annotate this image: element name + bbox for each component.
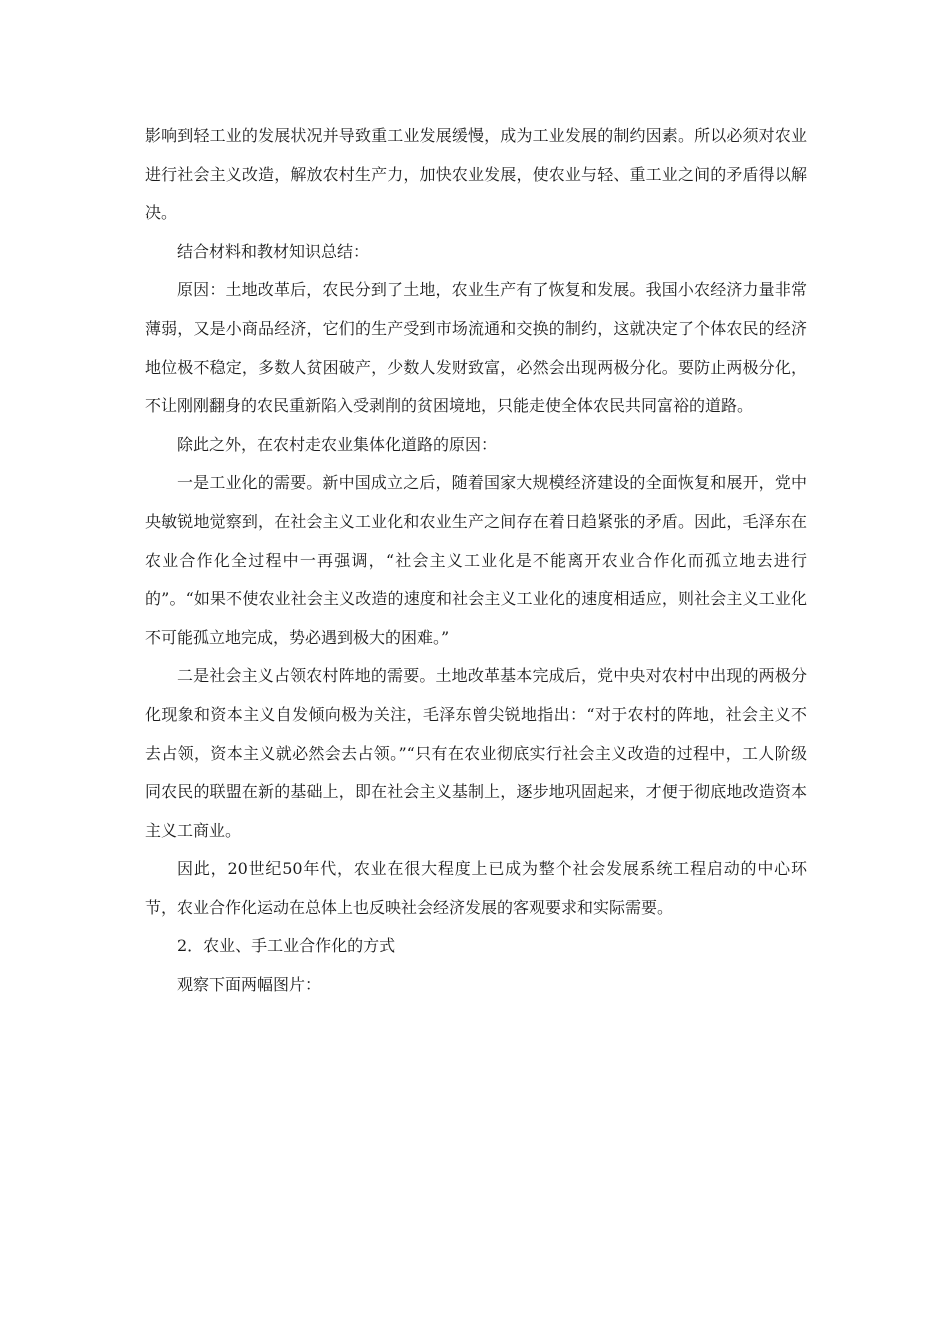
paragraph-industrialization-need: 一是工业化的需要。新中国成立之后，随着国家大规模经济建设的全面恢复和展开，党中央敏锐地觉察到，在社会主义工业化和农业生产之间存在着日趋紧张的矛盾。因此，毛泽东在农业合作化全过程中一再强调，“社会主义工业化是不能离开农业合作化而孤立地去进行的”。“如果不使农业社会主义改造的速度和社会主义工业化的速度相适应，则社会主义工业化不可能孤立地完成，势必遇到极大的困难。” [145, 473, 807, 647]
paragraph-industry-constraint: 影响到轻工业的发展状况并导致重工业发展缓慢，成为工业发展的制约因素。所以必须对农业进行社会主义改造，解放农村生产力，加快农业发展，使农业与轻、重工业之间的矛盾得以解决。 [145, 126, 807, 223]
paragraph-summary-heading: 结合材料和教材知识总结： [177, 241, 370, 261]
paragraph-reasons: 原因：土地改革后，农民分到了土地，农业生产有了恢复和发展。我国小农经济力量非常薄弱，又是小商品经济，它们的生产受到市场流通和交换的制约，这就决定了个体农民的经济地位极不稳定，多数人贫困破产，少数人发财致富，必然会出现两极分化。要防止两极分化，不让刚刚翻身的农民重新陷入受剥削的贫困境地，只能走使全体农民共同富裕的道路。 [145, 280, 807, 416]
section-heading-cooperation-methods: 2．农业、手工业合作化的方式 [177, 936, 396, 956]
paragraph-conclusion: 因此，20世纪50年代，农业在很大程度上已成为整个社会发展系统工程启动的中心环节，农业合作化运动在总体上也反映社会经济发展的客观要求和实际需要。 [145, 859, 807, 917]
paragraph-other-reasons-heading: 除此之外，在农村走农业集体化道路的原因： [177, 434, 498, 454]
paragraph-observe-pictures: 观察下面两幅图片： [177, 975, 322, 995]
document-body [145, 117, 807, 1005]
paragraph-socialism-countryside: 二是社会主义占领农村阵地的需要。土地改革基本完成后，党中央对农村中出现的两极分化现象和资本主义自发倾向极为关注，毛泽东曾尖锐地指出：“对于农村的阵地，社会主义不去占领，资本主义就必然会去占领。”“只有在农业彻底实行社会主义改造的过程中，工人阶级同农民的联盟在新的基础上，即在社会主义基制上，逐步地巩固起来，才便于彻底地改造资本主义工商业。 [145, 666, 807, 840]
